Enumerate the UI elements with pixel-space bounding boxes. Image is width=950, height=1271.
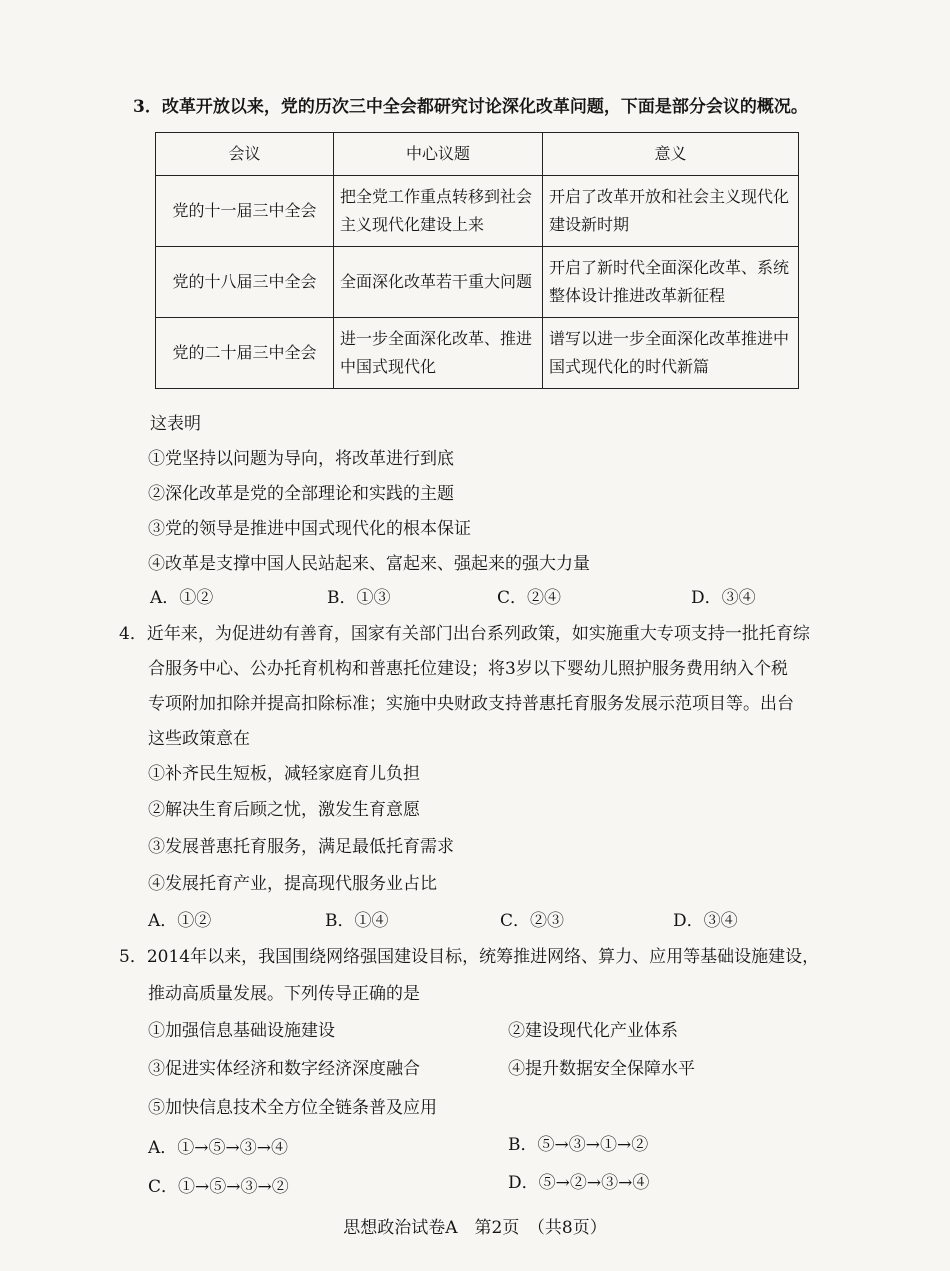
table-header-cell: 会议 — [156, 133, 334, 176]
table-row — [156, 247, 799, 318]
q5-option-c[interactable]: C．①→⑤→③→② — [148, 1177, 289, 1197]
q5-stem-line-2: 推动高质量发展。下列传导正确的是 — [148, 984, 420, 1004]
q4-stem-line-1: 4．近年来，为促进幼有善育，国家有关部门出台系列政策，如实施重大专项支持一批托育综 — [119, 624, 810, 644]
q5-option-a[interactable]: A．①→⑤→③→④ — [148, 1138, 289, 1158]
table-row — [156, 176, 799, 247]
q4-stem-line-4: 这些政策意在 — [148, 729, 250, 749]
q4-option-c[interactable]: C．②③ — [500, 911, 565, 931]
q5-item-1: ①加强信息基础设施建设 — [148, 1021, 335, 1041]
table-cell: 党的十一届三中全会 — [156, 176, 334, 247]
q4-item-1: ①补齐民生短板，减轻家庭育儿负担 — [148, 764, 420, 784]
page-footer: 思想政治试卷A 第2页 （共8页） — [343, 1218, 607, 1238]
q3-table — [155, 132, 799, 389]
q5-stem-line-1: 5．2014年以来，我国围绕网络强国建设目标，统筹推进网络、算力、应用等基础设施建设， — [119, 947, 820, 967]
q3-item-4: ④改革是支撑中国人民站起来、富起来、强起来的强大力量 — [148, 554, 590, 574]
q5-option-d[interactable]: D．⑤→②→③→④ — [508, 1173, 650, 1193]
q3-stem: 3．改革开放以来，党的历次三中全会都研究讨论深化改革问题，下面是部分会议的概况。 — [133, 97, 808, 117]
table-cell: 进一步全面深化改革、推进中国式现代化 — [334, 318, 543, 389]
table-header-cell: 中心议题 — [334, 133, 543, 176]
q5-item-5: ⑤加快信息技术全方位全链条普及应用 — [148, 1098, 437, 1118]
table-cell: 开启了改革开放和社会主义现代化建设新时期 — [543, 176, 799, 247]
table-cell: 党的二十届三中全会 — [156, 318, 334, 389]
q4-stem-line-3: 专项附加扣除并提高扣除标准；实施中央财政支持普惠托育服务发展示范项目等。出台 — [148, 694, 794, 714]
table-header-row — [156, 133, 799, 176]
table-header-cell: 意义 — [543, 133, 799, 176]
q4-option-b[interactable]: B．①④ — [325, 911, 389, 931]
q5-item-2: ②建设现代化产业体系 — [508, 1021, 678, 1041]
q3-option-b[interactable]: B．①③ — [327, 588, 391, 608]
table-row — [156, 318, 799, 389]
q3-option-c[interactable]: C．②④ — [497, 588, 562, 608]
q3-option-a[interactable]: A．①② — [150, 588, 214, 608]
q5-option-b[interactable]: B．⑤→③→①→② — [508, 1135, 649, 1155]
table-cell: 谱写以进一步全面深化改革推进中国式现代化的时代新篇 — [543, 318, 799, 389]
q3-lead: 这表明 — [150, 414, 201, 434]
q3-option-d[interactable]: D．③④ — [691, 588, 756, 608]
table-cell: 全面深化改革若干重大问题 — [334, 247, 543, 318]
q4-option-a[interactable]: A．①② — [148, 911, 212, 931]
table-cell: 党的十八届三中全会 — [156, 247, 334, 318]
q4-item-3: ③发展普惠托育服务，满足最低托育需求 — [148, 837, 454, 857]
q4-option-d[interactable]: D．③④ — [673, 911, 738, 931]
q3-item-3: ③党的领导是推进中国式现代化的根本保证 — [148, 519, 471, 539]
q4-item-2: ②解决生育后顾之忧，激发生育意愿 — [148, 800, 420, 820]
q4-item-4: ④发展托育产业，提高现代服务业占比 — [148, 874, 437, 894]
table-cell: 开启了新时代全面深化改革、系统整体设计推进改革新征程 — [543, 247, 799, 318]
q3-item-2: ②深化改革是党的全部理论和实践的主题 — [148, 484, 454, 504]
q3-item-1: ①党坚持以问题为导向，将改革进行到底 — [148, 449, 454, 469]
q4-stem-line-2: 合服务中心、公办托育机构和普惠托位建设；将3岁以下婴幼儿照护服务费用纳入个税 — [148, 659, 788, 679]
table-cell: 把全党工作重点转移到社会主义现代化建设上来 — [334, 176, 543, 247]
q5-item-3: ③促进实体经济和数字经济深度融合 — [148, 1059, 420, 1079]
q5-item-4: ④提升数据安全保障水平 — [508, 1059, 695, 1079]
